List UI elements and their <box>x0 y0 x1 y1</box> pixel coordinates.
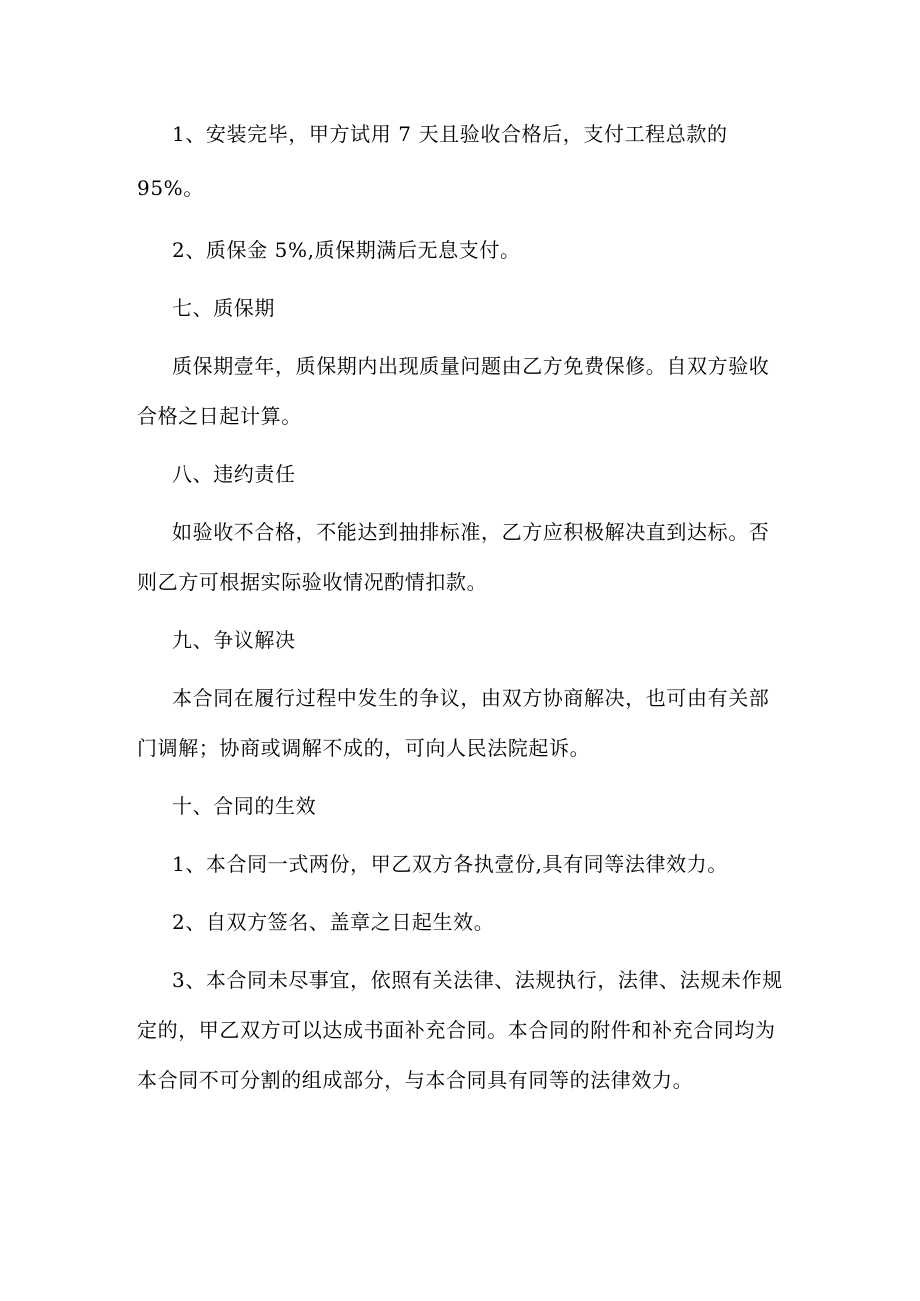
dispute-text-line-1: 本合同在履行过程中发生的争议，由双方协商解决，也可由有关部 <box>172 686 770 710</box>
effect-clause-3-line-1: 3、本合同未尽事宜，依照有关法律、法规执行，法律、法规未作规 <box>172 968 783 992</box>
section-heading-effect: 十、合同的生效 <box>172 794 317 818</box>
effect-clause-3-line-3: 本合同不可分割的组成部分，与本合同具有同等的法律效力。 <box>137 1068 694 1092</box>
section-heading-breach: 八、违约责任 <box>172 462 296 486</box>
breach-text-line-2: 则乙方可根据实际验收情况酌情扣款。 <box>137 570 488 594</box>
section-heading-warranty: 七、质保期 <box>172 296 275 320</box>
warranty-text-line-1: 质保期壹年，质保期内出现质量问题由乙方免费保修。自双方验收 <box>172 354 770 378</box>
effect-clause-1: 1、本合同一式两份，甲乙双方各执壹份,具有同等法律效力。 <box>172 852 728 876</box>
dispute-text-line-2: 门调解；协商或调解不成的，可向人民法院起诉。 <box>137 736 591 760</box>
payment-clause-1-line-2: 95%。 <box>137 176 204 200</box>
payment-clause-2: 2、质保金 5%,质保期满后无息支付。 <box>172 238 521 262</box>
effect-clause-2: 2、自双方签名、盖章之日起生效。 <box>172 910 495 934</box>
breach-text-line-1: 如验收不合格，不能达到抽排标准，乙方应积极解决直到达标。否 <box>172 520 770 544</box>
effect-clause-3-line-2: 定的，甲乙双方可以达成书面补充合同。本合同的附件和补充合同均为 <box>137 1018 776 1042</box>
section-heading-dispute: 九、争议解决 <box>172 628 296 652</box>
warranty-text-line-2: 合格之日起计算。 <box>137 404 302 428</box>
payment-clause-1-line-1: 1、安装完毕，甲方试用 7 天且验收合格后，支付工程总款的 <box>172 122 728 146</box>
